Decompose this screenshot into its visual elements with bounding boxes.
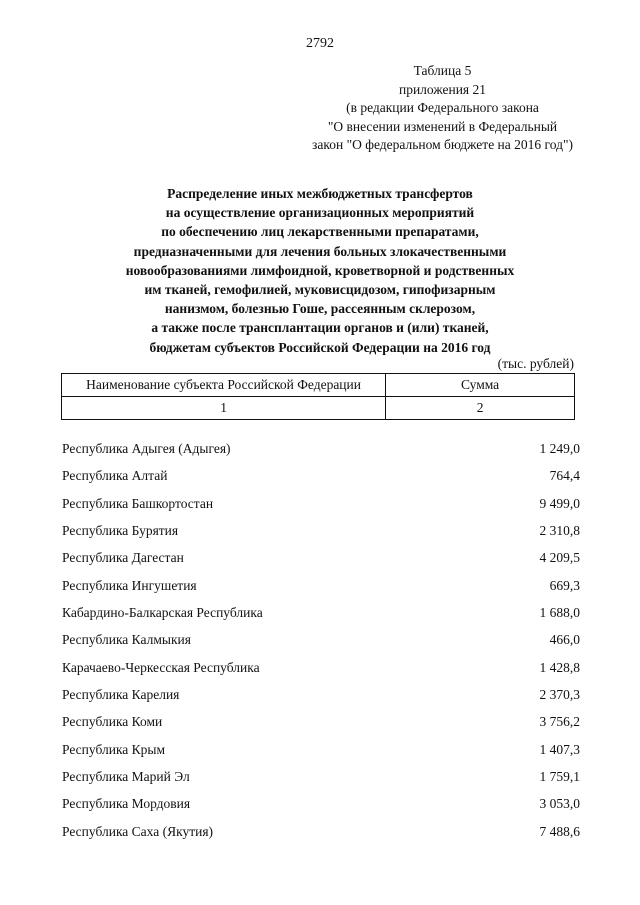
appendix-reference — [255, 62, 630, 155]
title-line: а также после трансплантации органов и (или) тканей, — [151, 320, 489, 336]
table-row — [62, 714, 580, 741]
subject-name: Республика Саха (Якутия) — [62, 823, 214, 839]
page-number: 2792 — [306, 36, 334, 51]
title-line: по обеспечению лиц лекарственными препаратами, — [161, 224, 479, 240]
table-row — [62, 441, 580, 468]
table-row — [62, 550, 580, 577]
table-row — [62, 468, 580, 495]
table-row — [62, 660, 580, 687]
table-body — [62, 441, 580, 851]
subject-name: Республика Башкортостан — [62, 495, 214, 511]
column-header-sum: Сумма — [386, 374, 575, 397]
table-row — [62, 796, 580, 823]
table-row — [62, 632, 580, 659]
title-line: бюджетам субъектов Российской Федерации на 2016 год — [149, 339, 491, 355]
subject-name: Республика Дагестан — [62, 550, 184, 566]
amount-value: 3 053,0 — [539, 796, 580, 812]
subject-name: Республика Бурятия — [62, 523, 179, 539]
appendix-line: закон "О федеральном бюджете на 2016 год") — [312, 137, 573, 152]
amount-value: 2 310,8 — [539, 523, 580, 539]
title-line: нанизмом, болезнью Гоше, рассеянным склерозом, — [164, 301, 476, 317]
table-row — [62, 523, 580, 550]
title-line: новообразованиями лимфоидной, кроветворной и родственных — [125, 262, 515, 278]
title-line: предназначенными для лечения больных злокачественными — [133, 243, 507, 259]
document-title — [40, 184, 600, 357]
subject-name: Республика Крым — [62, 741, 166, 757]
table-row — [62, 578, 580, 605]
title-line: на осуществление организационных мероприятий — [165, 205, 475, 221]
column-number-2: 2 — [386, 397, 575, 420]
units-label: (тыс. рублей) — [497, 356, 574, 371]
title-line: Распределение иных межбюджетных трансфертов — [167, 186, 473, 201]
table-row — [62, 824, 580, 851]
subject-name: Карачаево-Черкесская Республика — [62, 659, 260, 675]
table-row — [62, 496, 580, 523]
amount-value: 3 756,2 — [539, 714, 580, 730]
table-row — [62, 605, 580, 632]
subject-name: Республика Марий Эл — [62, 769, 190, 785]
title-line: им тканей, гемофилией, муковисцидозом, гипофизарным — [144, 282, 496, 298]
subject-name: Республика Ингушетия — [62, 577, 197, 593]
table-row — [62, 769, 580, 796]
appendix-line: "О внесении изменений в Федеральный — [327, 118, 558, 134]
amount-value: 1 428,8 — [539, 659, 580, 675]
amount-value: 466,0 — [549, 632, 580, 648]
amount-value: 7 488,6 — [539, 823, 580, 839]
subject-name: Республика Мордовия — [62, 796, 191, 812]
amount-value: 1 407,3 — [539, 741, 580, 757]
table-header — [61, 373, 575, 420]
amount-value: 1 688,0 — [539, 605, 580, 621]
amount-value: 669,3 — [549, 577, 580, 593]
subject-name: Республика Адыгея (Адыгея) — [62, 441, 231, 456]
table-row — [62, 742, 580, 769]
subject-name: Республика Калмыкия — [62, 632, 191, 648]
amount-value: 2 370,3 — [539, 687, 580, 703]
amount-value: 1 249,0 — [539, 441, 580, 456]
appendix-line: Таблица 5 — [413, 63, 472, 78]
column-number-1: 1 — [62, 397, 386, 420]
amount-value: 764,4 — [549, 468, 580, 484]
amount-value: 4 209,5 — [539, 550, 580, 566]
appendix-line: (в редакции Федерального закона — [346, 100, 539, 115]
subject-name: Республика Коми — [62, 714, 163, 730]
appendix-line: приложения 21 — [398, 81, 487, 97]
amount-value: 9 499,0 — [539, 495, 580, 511]
subject-name: Республика Алтай — [62, 468, 168, 484]
subject-name: Республика Карелия — [62, 687, 180, 703]
table-row — [62, 687, 580, 714]
subject-name: Кабардино-Балкарская Республика — [62, 605, 263, 621]
amount-value: 1 759,1 — [539, 769, 580, 785]
column-header-name: Наименование субъекта Российской Федерации — [62, 374, 386, 397]
